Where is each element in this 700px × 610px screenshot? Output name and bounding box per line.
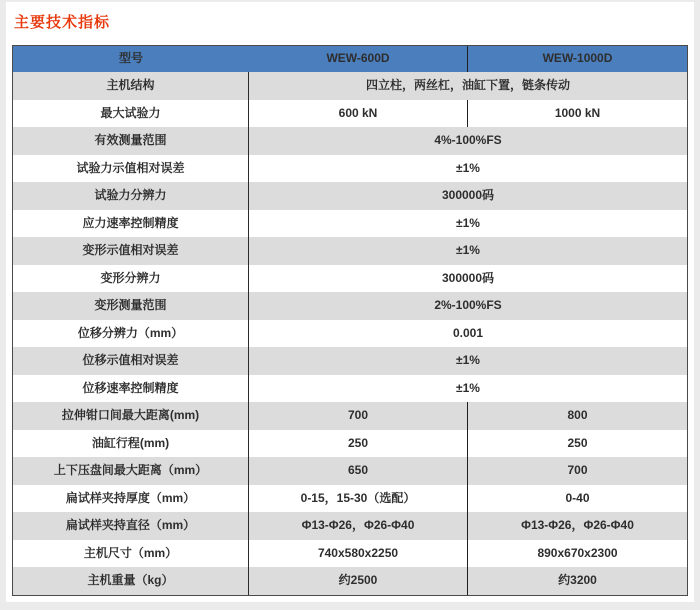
row-value-1000d: 0-40 — [565, 490, 590, 505]
row-label: 主机结构 — [13, 72, 249, 100]
row-value-span: ±1% — [456, 215, 480, 230]
row-value-600d: 650 — [249, 457, 468, 485]
row-label: 变形测量范围 — [13, 292, 249, 320]
row-label: 最大试验力 — [13, 100, 249, 128]
row-label: 扁试样夹持厚度（mm） — [13, 485, 249, 513]
table-row — [13, 402, 687, 430]
row-value-1000d: 800 — [567, 408, 588, 423]
table-row — [13, 155, 687, 183]
header-model-wew1000d: WEW-1000D — [542, 51, 613, 66]
row-value-1000d: 700 — [567, 463, 588, 478]
table-row — [13, 512, 687, 540]
table-row — [13, 457, 687, 485]
row-value-span: ±1% — [456, 160, 480, 175]
row-label: 拉伸钳口间最大距离(mm) — [13, 402, 249, 430]
header-model-label: 型号 — [118, 51, 143, 66]
row-value-600d: 600 kN — [249, 100, 468, 128]
table-row — [13, 237, 687, 265]
row-label: 有效测量范围 — [13, 127, 249, 155]
table-row — [13, 182, 687, 210]
table-row — [13, 292, 687, 320]
table-row — [13, 347, 687, 375]
row-label: 主机尺寸（mm） — [13, 540, 249, 568]
table-row — [13, 100, 687, 128]
row-value-span: ±1% — [456, 353, 480, 368]
row-label: 位移分辨力（mm） — [13, 320, 249, 348]
row-value-1000d: 890x670x2300 — [537, 545, 618, 560]
row-label: 试验力分辨力 — [13, 182, 249, 210]
row-label: 油缸行程(mm) — [13, 430, 249, 458]
row-label: 变形示值相对误差 — [13, 237, 249, 265]
row-label: 主机重量（kg） — [13, 567, 249, 595]
page-content — [6, 2, 694, 602]
row-value-span: ±1% — [456, 380, 480, 395]
table-row — [13, 430, 687, 458]
row-value-600d: 约2500 — [249, 567, 468, 595]
row-label: 上下压盘间最大距离（mm） — [13, 457, 249, 485]
table-row — [13, 485, 687, 513]
row-value-1000d: 250 — [567, 435, 588, 450]
row-value-1000d: Φ13-Φ26，Φ26-Φ40 — [521, 518, 634, 533]
table-row — [13, 210, 687, 238]
row-value-600d: 250 — [249, 430, 468, 458]
row-value-600d: 0-15，15-30（选配） — [249, 485, 468, 513]
table-row — [13, 265, 687, 293]
row-value-span: 四立柱，两丝杠，油缸下置，链条传动 — [365, 78, 570, 93]
table-row — [13, 375, 687, 403]
row-value-600d: 700 — [249, 402, 468, 430]
page-title: 主要技术指标 — [14, 14, 111, 31]
table-row — [13, 567, 687, 595]
table-row — [13, 72, 687, 100]
row-value-span: 300000码 — [441, 270, 495, 285]
row-value-span: 4%-100%FS — [434, 133, 502, 148]
table-row — [13, 127, 687, 155]
table-header-row — [13, 46, 687, 72]
row-value-span: 0.001 — [452, 325, 484, 340]
row-value-1000d: 1000 kN — [554, 105, 601, 120]
row-value-600d: 740x580x2250 — [249, 540, 468, 568]
row-label: 位移示值相对误差 — [13, 347, 249, 375]
row-label: 位移速率控制精度 — [13, 375, 249, 403]
header-model-wew600d: WEW-600D — [249, 46, 468, 72]
spec-table — [12, 45, 688, 596]
row-value-span: 300000码 — [441, 188, 495, 203]
row-label: 变形分辨力 — [13, 265, 249, 293]
table-row — [13, 540, 687, 568]
row-value-span: 2%-100%FS — [434, 298, 502, 313]
row-value-600d: Φ13-Φ26，Φ26-Φ40 — [249, 512, 468, 540]
table-row — [13, 320, 687, 348]
row-value-span: ±1% — [456, 243, 480, 258]
row-label: 试验力示值相对误差 — [13, 155, 249, 183]
row-label: 应力速率控制精度 — [13, 210, 249, 238]
row-value-1000d: 约3200 — [558, 573, 597, 588]
row-label: 扁试样夹持直径（mm） — [13, 512, 249, 540]
